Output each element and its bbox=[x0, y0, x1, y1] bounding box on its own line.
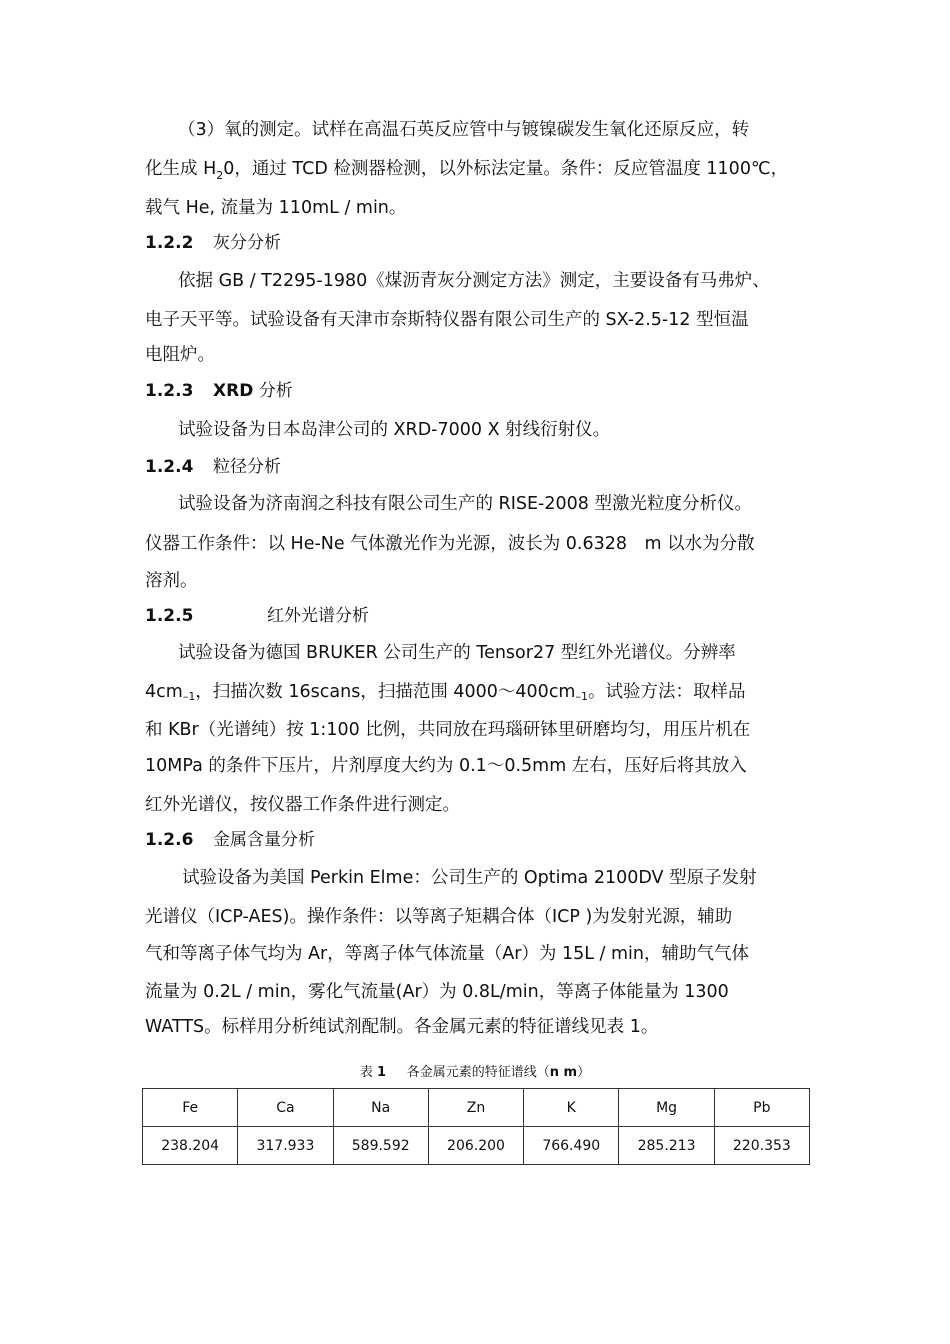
para-oxygen-line-3: 载气 He, 流量为 110mL / min。 bbox=[145, 198, 407, 218]
header-cell: Pb bbox=[714, 1089, 809, 1127]
heading-1-2-2: 1.2.2 灰分分析 bbox=[145, 233, 281, 253]
ir-line-1: 试验设备为德国 BRUKER 公司生产的 Tensor27 型红外光谱仪。分辨率 bbox=[178, 643, 736, 663]
metal-line-5: WATTS。标样用分析纯试剂配制。各金属元素的特征谱线见表 1。 bbox=[145, 1017, 659, 1037]
metal-line-2: 光谱仪（ICP-AES)。操作条件：以等离子矩耦合体（ICP )为发射光源，辅助 bbox=[145, 907, 733, 927]
table-header-row bbox=[143, 1089, 810, 1127]
value-cell: 220.353 bbox=[714, 1127, 809, 1165]
para-oxygen-line-2: 化生成 $H_20$，通过 TCD 检测器检测，以外标法定量。条件：反应管温度 1100℃， bbox=[145, 159, 789, 182]
value-cell: 206.200 bbox=[428, 1127, 523, 1165]
table-row bbox=[143, 1127, 810, 1165]
value-cell: 238.204 bbox=[143, 1127, 238, 1165]
table-caption: 表 1 各金属元素的特征谱线（n m） bbox=[359, 1065, 591, 1080]
ash-line-3: 电阻炉。 bbox=[145, 345, 215, 365]
header-cell: K bbox=[524, 1089, 619, 1127]
value-cell: 285.213 bbox=[619, 1127, 714, 1165]
para-oxygen-line-1: （3）氧的测定。试样在高温石英反应管中与镀镍碳发生氧化还原反应，转 bbox=[178, 120, 750, 140]
metal-line-4: 流量为 0.2L / min，雾化气流量(Ar）为 0.8L/min，等离子体能量为 1300 bbox=[145, 982, 729, 1002]
ir-line-3: 和 KBr（光谱纯）按 1:100 比例，共同放在玛瑙研钵里研磨均匀，用压片机在 bbox=[145, 720, 751, 740]
header-cell: Zn bbox=[428, 1089, 523, 1127]
ir-line-2: 4cm–1，扫描次数 16scans，扫描范围 4000～400cm–1。试验方法：取样品 bbox=[145, 682, 746, 703]
header-cell: Na bbox=[333, 1089, 428, 1127]
ir-line-4: 10MPa 的条件下压片，片剂厚度大约为 0.1～0.5mm 左右，压好后将其放入 bbox=[145, 756, 747, 776]
heading-1-2-3: 1.2.3 XRD 分析 bbox=[145, 381, 293, 401]
particle-line-1: 试验设备为济南润之科技有限公司生产的 RISE-2008 型激光粒度分析仪。 bbox=[178, 494, 752, 514]
ash-line-2: 电子天平等。试验设备有天津市奈斯特仪器有限公司生产的 SX-2.5-12 型恒温 bbox=[145, 310, 749, 330]
value-cell: 317.933 bbox=[238, 1127, 333, 1165]
ir-line-5: 红外光谱仪，按仪器工作条件进行测定。 bbox=[145, 795, 460, 815]
metal-line-1: 试验设备为美国 Perkin Elme：公司生产的 Optima 2100DV 型原子发射 bbox=[182, 868, 757, 888]
xrd-line-1: 试验设备为日本岛津公司的 XRD-7000 X 射线衍射仪。 bbox=[178, 420, 611, 440]
particle-line-2: 仪器工作条件：以 He-Ne 气体激光作为光源，波长为 0.6328 m 以水为分散 bbox=[145, 534, 755, 554]
header-cell: Ca bbox=[238, 1089, 333, 1127]
value-cell: 766.490 bbox=[524, 1127, 619, 1165]
metal-line-3: 气和等离子体气均为 Ar，等离子体气体流量（Ar）为 15L / min，辅助气气体 bbox=[145, 944, 749, 964]
heading-1-2-4: 1.2.4 粒径分析 bbox=[145, 457, 281, 477]
ash-line-1: 依据 GB / T2295-1980《煤沥青灰分测定方法》测定，主要设备有马弗炉、 bbox=[178, 271, 770, 291]
heading-1-2-5: 1.2.5 红外光谱分析 bbox=[145, 606, 369, 626]
spectral-lines-table bbox=[142, 1088, 810, 1165]
particle-line-3: 溶剂。 bbox=[145, 571, 198, 591]
header-cell: Fe bbox=[143, 1089, 238, 1127]
heading-1-2-6: 1.2.6 金属含量分析 bbox=[145, 830, 315, 850]
value-cell: 589.592 bbox=[333, 1127, 428, 1165]
header-cell: Mg bbox=[619, 1089, 714, 1127]
